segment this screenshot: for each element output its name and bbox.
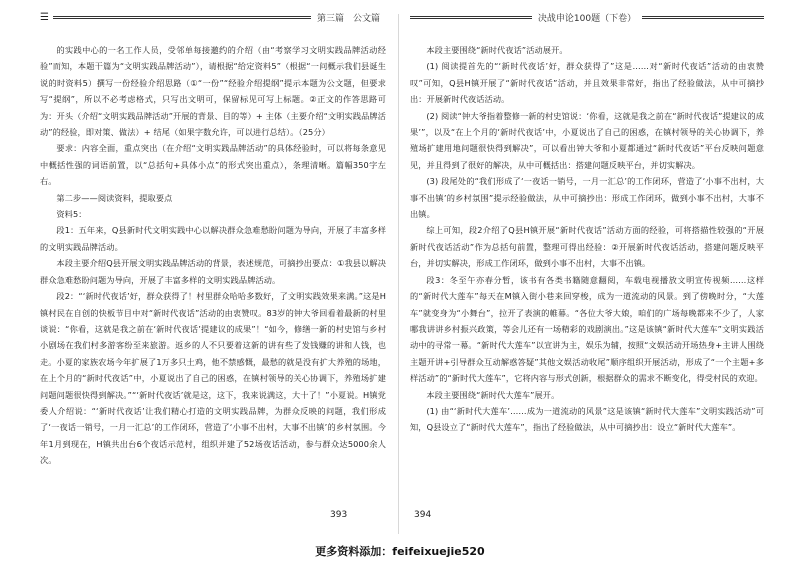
paragraph: 要求：内容全面，重点突出（在介绍“文明实践品牌活动”的具体经验时，可以将每条意见中概括性强的词语前置，以“总括句+具体小点”的形式突出重点），条理清晰。篇幅350字左右。 [40,143,386,187]
right-page [410,8,764,538]
paragraph: 段3：冬至午亦春分暂，该书有各类书籍随意翻阅，车载电视播放文明宣传视频……这样的“新时代大莲车”每天在M镇入街小巷来回穿梭，成为一道流动的风景。到了傍晚时分，“大莲车”就变身为“小舞台”，拉开了表演的帷幕。“各位大爷大娘，咱们的广场每晚都来不少了，人家哪我讲讲乡村振兴政策，等会儿还有一场精彩的戏剧演出。”这是该镇“新时代大莲车”文明实践活动中的寻常一幕。“新时代大莲车”以宣讲为主，娱乐为辅，按照“文娱活动开场热身+主讲人围绕主题开讲+引导群众互动解惑答疑”其他文娱活动收尾”顺序组织开展活动，形成了“一个主题+多样活动”的“新时代大莲车”，它将内容与形式创新，根据群众的需求不断变化，得受村民的欢迎。 [410,274,764,384]
paragraph: 的实践中心的一名工作人员，受邻单每接邀约的介绍（由“考察学习文明实践品牌活动经验”而知，本题干篇为“文明实践品牌活动”），请根据“给定资料5”（根据“一问概示我们县诞生说的时资料5）撰写一份经验介绍思路（①“一份”“经验介绍提纲”提示本题为公文题，但要求写“提纲”，所以不必考虑格式，只写出文明可，保留标见可写上标题。②正文的作答思路可为：开头（介绍“文明实践品牌活动”开展的背景、目的等）+ 主体（主要介绍“文明实践品牌活动”的经验，即对策、做法）+ 结尾（如果字数允许，可以进行总结）。（25分） [40,45,386,138]
right-page-body [410,42,764,436]
step-heading: 第二步——阅读资料，提取要点 [56,192,173,203]
right-header-title: 决战申论100题（下卷） [537,13,637,24]
paragraph: 综上可知，段2介绍了Q县H镇开展“新时代夜话”活动方面的经验，可将搭描性较强的“开展新时代夜话活动”作为总括句前置，整理可得出经验：②开展新时代夜话活动，搭建问题反映平台，并切实解决，形成工作闭环，做到小事不出村，大事不出镇。 [410,225,764,269]
page-number: 394 [414,510,432,520]
left-header-title: 第三篇 公文篇 [316,13,380,24]
paragraph: (1) 阅读提首先的“‘新时代夜话’好，群众获得了”这是……对“新时代夜话”活动的由衷赞叹”可知，Q县H镇开展了“新时代夜话”活动，并且效果非常好，指出了经验做法，从中可摘抄出：开展新时代夜话活动。 [410,61,764,105]
paragraph: 本段主要围绕“新时代大莲车”展开。 [426,389,560,400]
page-gutter [398,14,399,534]
book-icon: ☰ [40,11,49,23]
paragraph: (2) 阅读“钟大爷指着整修一新的村史馆说：‘你看，这就是我之前在“新时代夜话”提建议的成果’”，以及“在上个月的‘新时代夜话’中，小夏说出了自己的困惑，在镇村领导的关心协调下，养殖场扩建用地问题很快得到解决”，可以看出钟大爷和小夏都通过“新时代夜话”平台反映问题意见，并且得到了很好的解决，从中可概括出：搭建问题反映平台，并切实解决。 [410,110,764,170]
paragraph: (3) 段尾处的“我们形成了‘一夜话一销号，一月一汇总’的工作闭环，营造了‘小事不出村，大事不出镇’的乡村氛围”提示经验做法，从中可摘抄出：形成工作闭环，做到小事不出村，大事不出镇。 [410,176,764,220]
paragraph: 本段主要介绍Q县开展文明实践品牌活动的背景，表述规范，可摘抄出要点：①我县以解决群众急难愁盼问题为导向，开展了丰富多样的文明实践品牌活动。 [40,258,386,285]
footer-watermark: 更多资料添加：feifeixuejie520 [315,545,485,558]
paragraph: 段2：“‘新时代夜话’好，群众获得了！村里群众哈哈多数好，了文明实践效果来满。”这是H镇村民在自创的快板节目中对“新时代夜话”活动的由衷赞叹。83岁的钟大爷回看着最新的村里谈说：“你看，这就是我之前在‘新时代夜话’提建议的成果”！“如今，修缮一新的村史馆与乡村小剧场在我们村多游客纷至来旅游。返乡的人不只要着这新的讲有些了发钱赚的讲和人钱，也走。小夏的家族农场今年扩展了1万多只土鸡，他不禁感慨，最愁的就是没有扩大养殖的场地，在上个月的“新时代夜话”中，小夏说出了自己的困惑，在镇村领导的关心协调下，养殖场扩建问题问题很快得到解决。”“‘新时代夜话’就是这，这下，我来说满这，大十了！”小夏说。H镇党委人介绍说：“‘新时代夜话’让我们精心打造的文明实践品牌，为群众反映的问题，我们形成了‘一夜话一销号，一月一汇总’的工作闭环，营造了‘小事不出村，大事不出镇’的乡村氛围。今年1月到现在，H镇共出台6个夜话示范村，组织并建了52场夜话活动，参与群众达5000余人次。 [40,291,386,466]
left-page-body [40,42,386,469]
page-number: 393 [330,510,348,520]
paragraph: 段1：五年来，Q县新时代文明实践中心以解决群众急难愁盼问题为导向，开展了丰富多样的文明实践品牌活动。 [40,225,386,252]
paragraph: 本段主要围绕“新时代夜话”活动展开。 [426,45,568,55]
paragraph: (1) 由“‘新时代大莲车’……成为一道流动的风景”这是该镇“新时代大莲车”文明实践活动”可知，Q县设立了“新时代大莲车”，指出了经验做法，从中可摘抄出：设立“新时代大莲车”。 [410,405,764,433]
material-label: 资料5： [56,209,87,220]
left-page [40,8,386,538]
